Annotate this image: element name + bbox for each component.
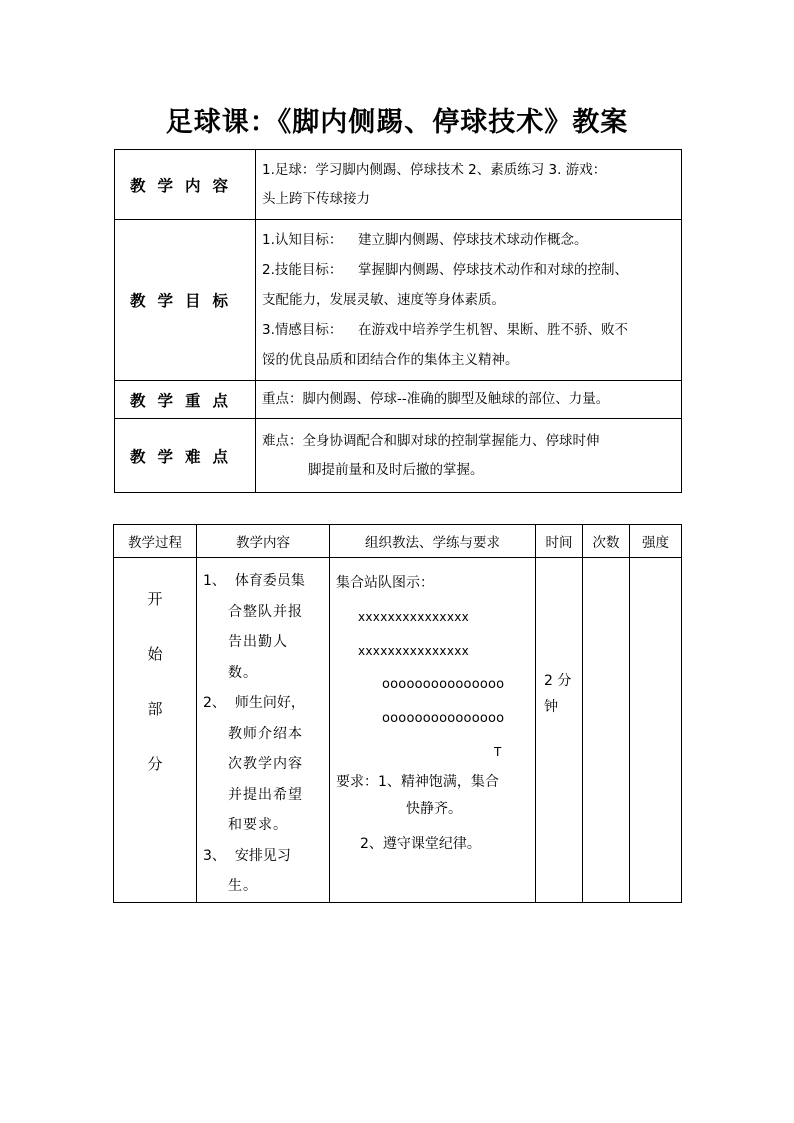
phase-char: 始 [147,645,163,663]
goal-text: 建立脚内侧踢、停球技术球动作概念。 [358,232,588,248]
item-line: 和要求。 [228,817,288,833]
item-line: 安排见习 [234,847,291,864]
item-line: 生。 [228,878,258,894]
requirement-1: 要求：1、精神饱满，集合 [336,774,499,790]
page-title: 足球课：《脚内侧踢、停球技术》教案 [165,107,629,138]
count-cell [583,558,630,903]
teaching-content-label: 教学内容 [115,150,256,220]
teaching-goals-label: 教学目标 [115,220,256,381]
goal-text: 馁的优良品质和团结合作的集体主义精神。 [262,352,519,368]
difficulty-cell [256,419,682,493]
formation-o-row: ooooooooooooooo [382,677,505,692]
key-points-row [115,381,682,419]
teaching-content-cell [256,150,682,220]
goal-key: 2.技能目标： [262,262,343,278]
goal-text: 支配能力，发展灵敏、速度等身体素质。 [262,292,505,308]
phase-label [114,558,197,903]
teaching-goals-cell [256,220,682,381]
goal-text: 在游戏中培养学生机智、果断、胜不骄、败不 [358,322,628,338]
formation-x-row: xxxxxxxxxxxxxxx [358,644,470,658]
item-number: 3、 [203,847,226,864]
item-number: 1、 [203,573,226,589]
process-header-row [114,525,682,558]
header-time: 时间 [536,525,583,558]
header-count: 次数 [583,525,630,558]
content-item [203,841,325,872]
header-process: 教学过程 [114,525,197,558]
goal-emotional [262,315,681,345]
teaching-goals-row [115,220,682,381]
goal-text: 掌握脚内侧踢、停球技术动作和对球的控制、 [358,262,628,278]
goal-key: 1.认知目标： [262,232,343,248]
difficulty-line: 脚提前量和及时后撤的掌握。 [308,461,484,478]
requirement-1-cont: 快静齐。 [406,801,462,817]
goal-cognitive [262,225,681,255]
header-organization: 组织教法、学练与要求 [330,525,536,558]
content-line: 头上跨下传球接力 [262,190,370,207]
intensity-cell [630,558,682,903]
header-content: 教学内容 [197,525,330,558]
content-items-cell [197,558,330,903]
item-line: 并提出希望 [228,786,303,803]
formation-o-row: ooooooooooooooo [382,711,505,726]
lesson-info-table [114,149,682,493]
key-points-text: 重点：脚内侧踢、停球--准确的脚型及触球的部位、力量。 [256,381,682,419]
content-item [203,688,325,719]
formation-x-row: xxxxxxxxxxxxxxx [358,610,470,624]
item-line: 次教学内容 [228,756,303,772]
item-line: 数。 [228,664,258,681]
difficulty-label: 教学难点 [115,419,256,493]
item-line: 教师介绍本 [228,725,303,742]
opening-section-row [114,558,682,903]
phase-char: 开 [147,590,163,608]
item-line: 告出勤人 [228,634,288,650]
header-intensity: 强度 [630,525,682,558]
content-item [203,566,325,597]
time-cell [536,558,583,903]
time-line: 2 分 [544,673,572,689]
item-line: 师生问好， [234,695,305,711]
requirement-2: 2、遵守课堂纪律。 [360,836,481,852]
item-line: 合整队并报 [228,603,303,620]
goal-key: 3.情感目标： [262,322,343,338]
phase-char: 分 [147,755,163,773]
key-points-label: 教学重点 [115,381,256,419]
item-number: 2、 [203,695,226,711]
organization-cell [330,558,536,903]
difficulty-line: 难点：全身协调配合和脚对球的控制掌握能力、停球时伸 [262,432,600,449]
time-line: 钟 [544,699,558,715]
formation-intro: 集合站队图示： [336,575,434,591]
teaching-content-row [115,150,682,220]
phase-char: 部 [147,700,163,718]
content-line: 1.足球：学习脚内侧踢、停球技术 2、素质练习 3. 游戏： [262,161,607,178]
formation-teacher: T [494,745,502,759]
difficulty-row [115,419,682,493]
lesson-process-table [113,524,682,903]
goal-skill [262,255,681,285]
item-line: 体育委员集 [234,573,305,589]
